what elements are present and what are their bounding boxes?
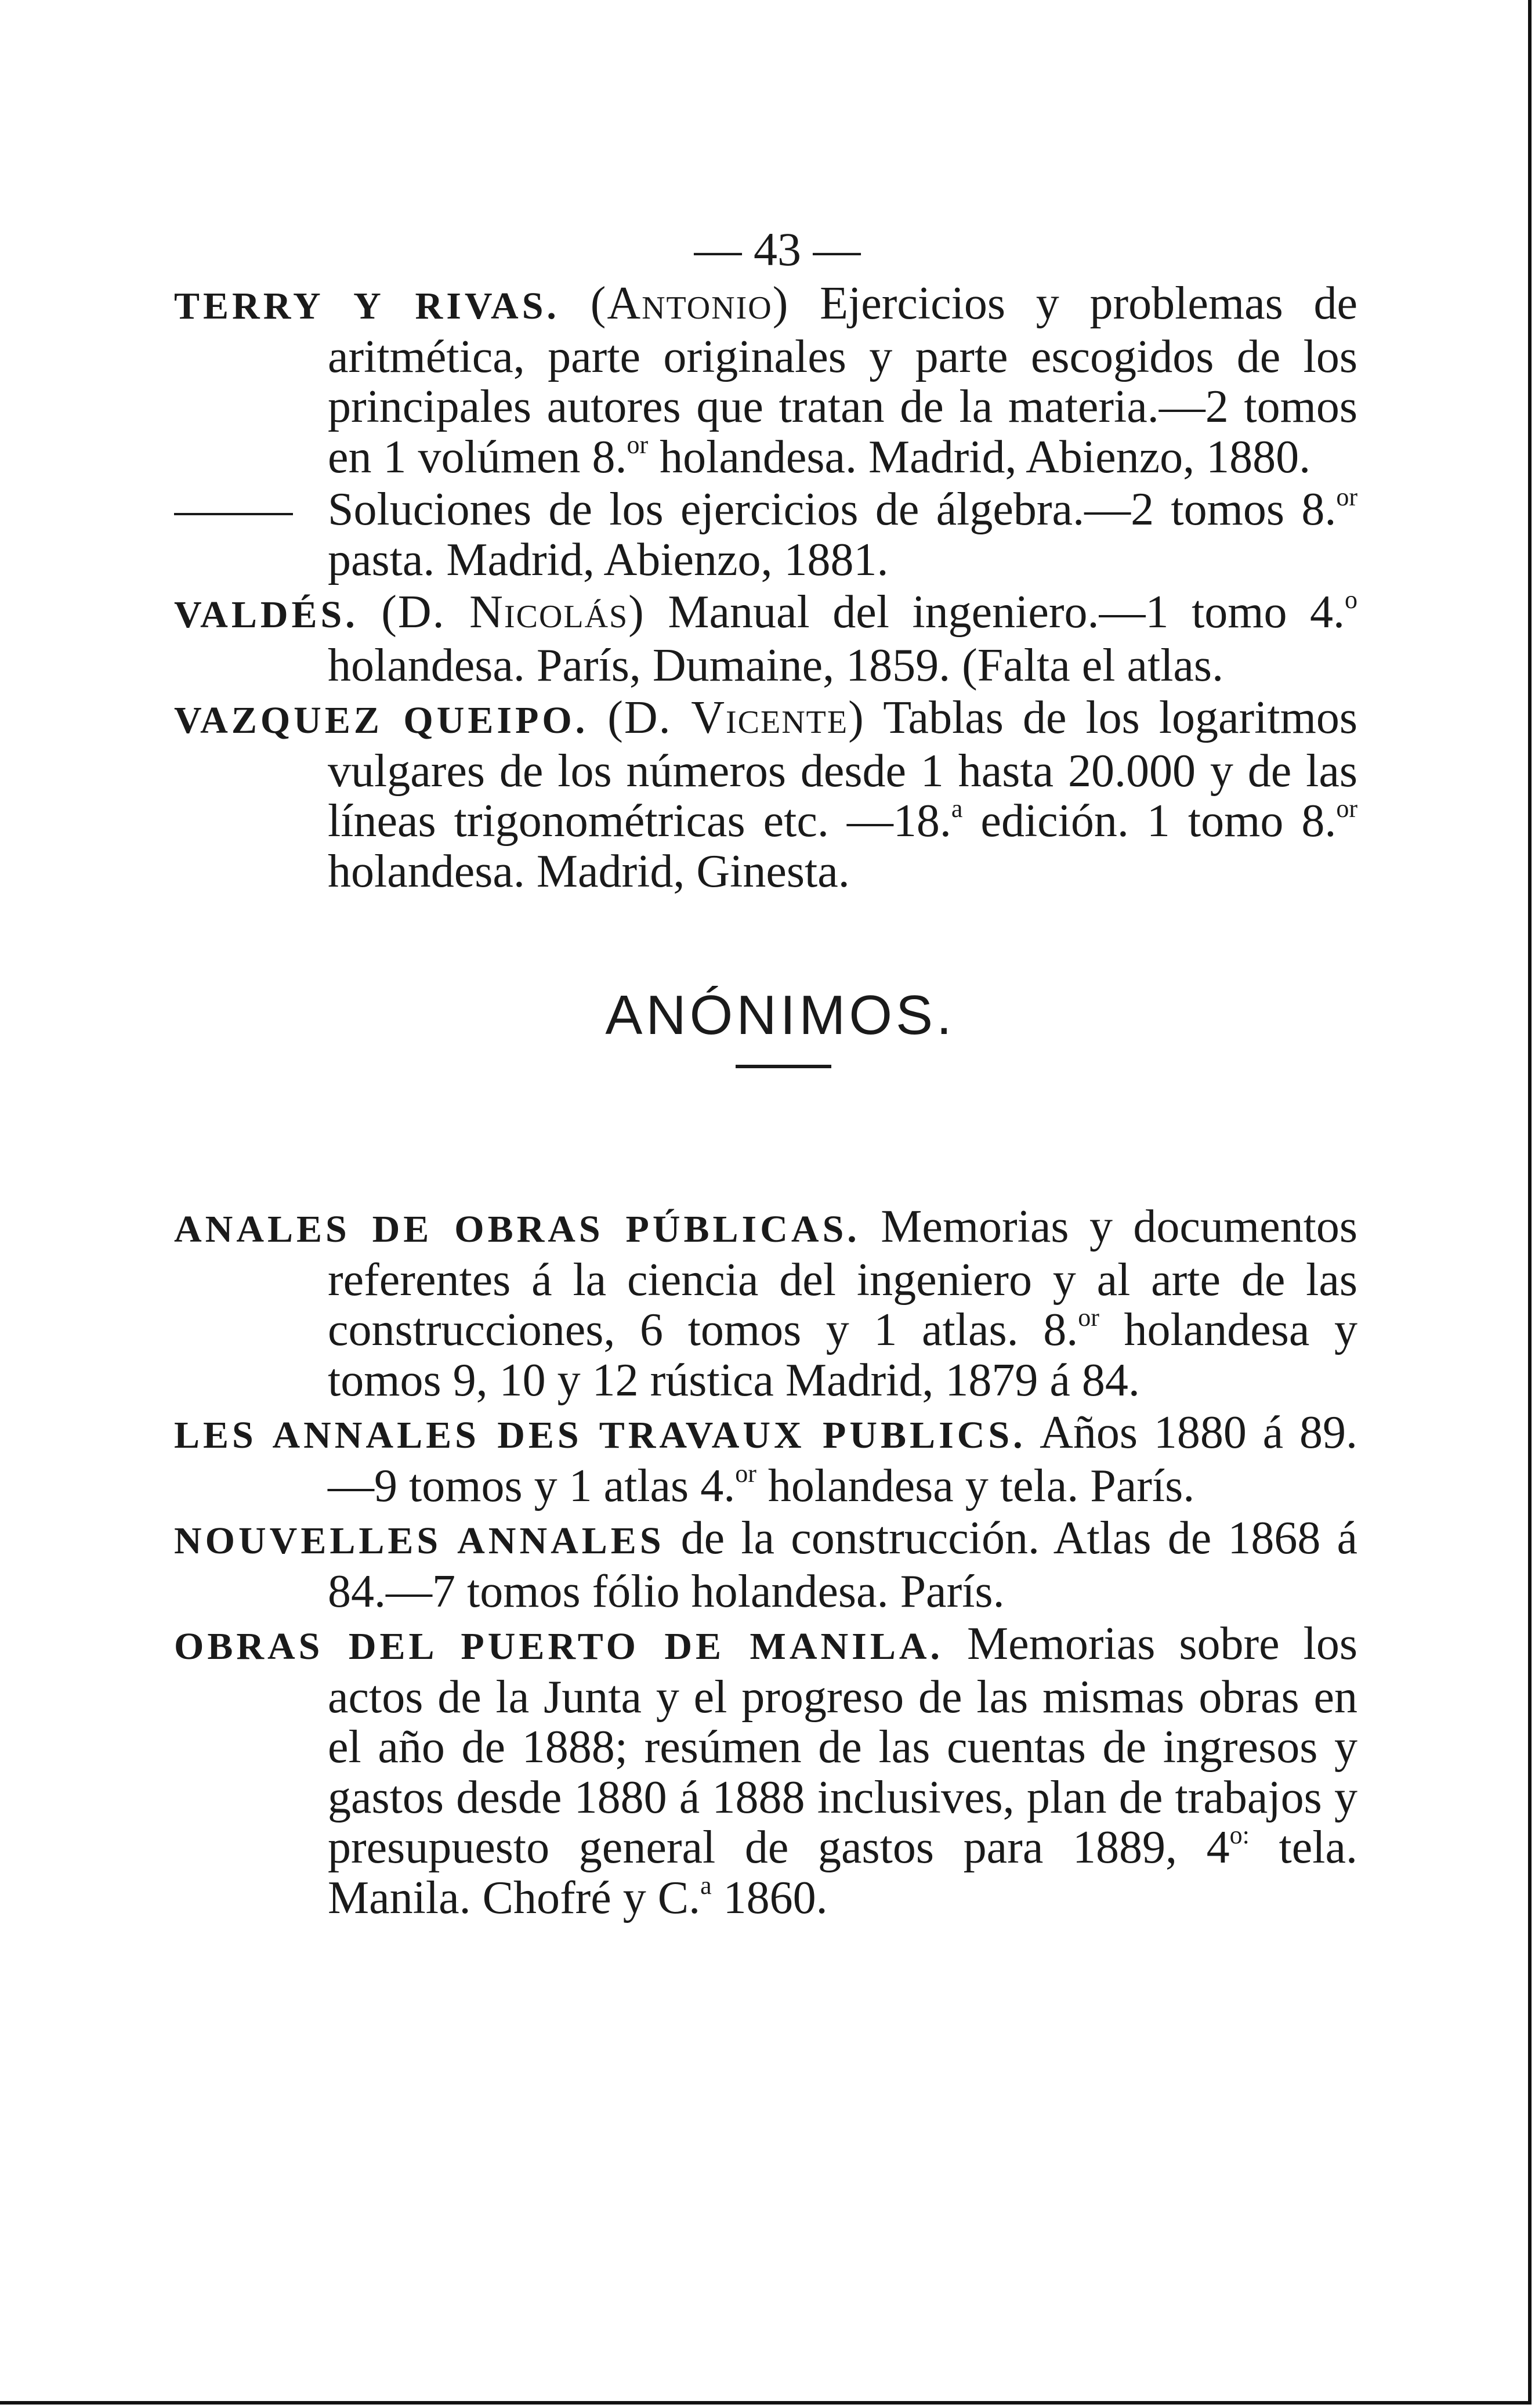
entry-text: Tablas de los logaritmos vulgares de los números desde 1 hasta 20.000 y de las líneas trigonométricas etc. —18. — [328, 692, 1358, 847]
entry-text: Memorias y documentos referentes á la ciencia del ingeniero y al arte de las construcciones, 6 tomos y 1 atlas. 8. — [328, 1201, 1357, 1355]
bibliography-entry — [174, 1202, 1357, 1405]
entry-given-name: (D. Vicente) — [607, 692, 865, 743]
entry-superscript: or — [1336, 483, 1357, 511]
bibliography-entry — [174, 587, 1357, 690]
bibliography-entry — [174, 1513, 1357, 1617]
bibliography-entry-continuation — [174, 485, 1357, 585]
entry-text: Ejercicios y problemas de aritmética, parte originales y parte escogidos de los principales autores que tratan de la materia.—2 tomos en 1 volúmen 8. — [328, 278, 1357, 483]
entry-text: de la construcción. Atlas de 1868 á 84.—7 tomos fólio holandesa. París. — [328, 1513, 1357, 1617]
entry-text-after: tela. Manila. Chofré y C. — [328, 1822, 1357, 1923]
entry-superscript: o: — [1229, 1821, 1250, 1849]
entry-author: ANALES DE OBRAS PÚBLICAS. — [174, 1208, 860, 1250]
entry-given-name: (D. Nicolás) — [381, 587, 645, 638]
entry-given-name: (Antonio) — [590, 278, 790, 329]
entry-text: Soluciones de los ejercicios de álgebra.—2 tomos 8. — [328, 484, 1337, 535]
entry-author: NOUVELLES ANNALES — [174, 1520, 665, 1562]
entry-author: OBRAS DEL PUERTO DE MANILA. — [174, 1625, 944, 1668]
page-number: — 43 — — [694, 223, 861, 276]
bibliography-entry — [174, 693, 1357, 896]
entry-text-after: holandesa. Madrid, Ginesta. — [328, 845, 850, 897]
entry-superscript: or — [735, 1459, 756, 1488]
bibliography-entry — [174, 1619, 1357, 1923]
section-rule — [736, 1065, 831, 1068]
entry-text-end: 1860. — [711, 1872, 828, 1923]
anonymous-list — [174, 1202, 1357, 1923]
entry-text-after: holandesa y tomos 9, 10 y 12 rústica Madrid, 1879 á 84. — [328, 1304, 1357, 1406]
entry-author: LES ANNALES DES TRAVAUX PUBLICS. — [174, 1414, 1026, 1456]
entry-text-after: holandesa y tela. París. — [756, 1460, 1195, 1512]
entry-author: VALDÉS. — [174, 594, 359, 636]
entry-superscript: a — [951, 794, 963, 823]
entry-text-mid: edición. 1 tomo 8. — [962, 796, 1337, 847]
bibliography-entry — [174, 1408, 1357, 1511]
entry-superscript: or — [627, 430, 649, 459]
entry-text-after: holandesa. Madrid, Abienzo, 1880. — [648, 431, 1311, 483]
entry-text: Memorias sobre los actos de la Junta y el progreso de las mismas obras en el año de 1888; resúmen de las cuentas de ingresos y gastos desde 1880 á 1888 inclusives, plan de trabajos y presupuesto general de gastos para 1889, 4 — [328, 1618, 1358, 1873]
ditto-dash — [174, 513, 293, 515]
entry-text-after: pasta. Madrid, Abienzo, 1881. — [328, 534, 889, 585]
entry-superscript: o — [1345, 585, 1358, 614]
entry-text: Manual del ingeniero.—1 tomo 4. — [645, 587, 1345, 638]
entry-text-after: holandesa. París, Dumaine, 1859. (Falta el atlas. — [328, 639, 1224, 691]
entry-superscript: or — [1078, 1303, 1099, 1332]
section-title: ANÓNIMOS. — [605, 984, 955, 1046]
entry-superscript-2: a — [700, 1871, 712, 1900]
entry-author: VAZQUEZ QUEIPO. — [174, 699, 589, 742]
entry-superscript-2: or — [1336, 794, 1357, 823]
entry-text: Años 1880 á 89.—9 tomos y 1 atlas 4. — [328, 1407, 1357, 1512]
bibliography-entry — [174, 279, 1357, 482]
entry-author: TERRY Y RIVAS. — [174, 285, 560, 327]
book-page — [174, 220, 1357, 1925]
